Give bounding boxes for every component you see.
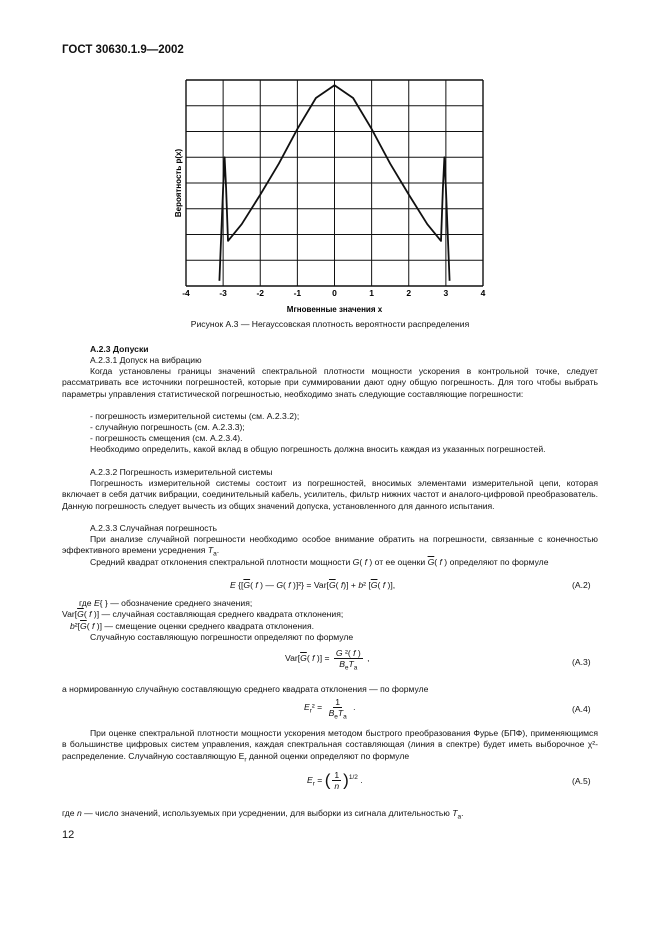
paragraph-8: При оценке спектральной плотности мощности ускорения методом быстрого преобразования Фурье (БПФ), применяющимся в большинстве цифровых систем управления, каждая спектральная составляющая (линия в спектре) будет иметь выборочное χ²-распределение. Случайную составляющую $E_r$ данной оценки определяют по формуле [62, 728, 598, 764]
chart-x-tick-label: -1 [293, 288, 302, 298]
paragraph-7: а нормированную случайную составляющую среднего квадрата отклонения — по формуле [62, 684, 429, 694]
probability-density-chart [170, 74, 500, 314]
chart-x-tick-label: 1 [369, 288, 374, 298]
chart-x-tick-label: 3 [443, 288, 449, 298]
figure-caption: Рисунок А.3 — Негауссовская плотность вероятности распределения [190, 319, 470, 329]
chart-x-axis-label: Мгновенные значения x [286, 305, 383, 314]
chart-x-tick-label: -3 [219, 288, 227, 298]
where-line-3: $b^2[\overline{G}$( f )] — смещение оценки среднего квадрата отклонения. [70, 621, 315, 631]
chart-y-axis-label: Вероятность p(x) [174, 148, 183, 218]
chart-x-tick-label: 4 [480, 288, 486, 298]
paragraph-1: Когда установлены границы значений спектральной плотности мощности ускорения в контрольной точке, следует рассматривать все источники погрешностей, которые при суммировании дают одну общую погрешность. Для того чтобы выбрать параметры управления статистической погрешностью, необходимо знать следующие составляющие погрешности: [62, 366, 598, 399]
chart-x-tick-label: 2 [406, 288, 412, 298]
equation-number-a2: (А.2) [572, 580, 591, 590]
where-line-2: $Var[\overline{G}$( f )] — случайная составляющая среднего квадрата отклонения; [62, 609, 344, 619]
chart-x-tick-label: -2 [256, 288, 265, 298]
paragraph-3: Погрешность измерительной системы состоит из погрешностей, вносимых элементами измерительной цепи, которая включает в себя датчик вибрации, соединительный кабель, усилитель, фильтр нижних частот и аналого-цифровой преобразователь. Данную погрешность следует вычесть из общих значений допуска, установленного для данного испытания. [62, 478, 598, 511]
paragraph-2: Необходимо определить, какой вклад в общую погрешность должна вносить каждая из указанных погрешностей. [90, 444, 546, 454]
equation-a2: E {[$\overline{G}$( f ) — G( f )]$^2\} = Var[\overline{G}$( f)] + b² [$\overline{G}$( f )], [230, 580, 396, 590]
paragraph-6: Случайную составляющую погрешности определяют по формуле [90, 632, 354, 642]
chart-grid [186, 80, 483, 286]
equation-a4: $E_r^2$ = $\frac{1}{B_eT_a}$ . [304, 697, 356, 721]
document-code: ГОСТ 30630.1.9—2002 [62, 44, 184, 56]
equation-a5: $E_r$ = ( $\frac{1}{n}$ )$^{1/2}$ . [307, 770, 363, 791]
chart-ticks [182, 288, 485, 298]
equation-number-a4: (А.4) [572, 704, 591, 714]
section-heading-a233: А.2.3.3 Случайная погрешность [90, 523, 218, 533]
equation-number-a5: (А.5) [572, 776, 591, 786]
section-heading-a232: А.2.3.2 Погрешность измерительной системы [90, 467, 273, 477]
paragraph-9: где n — число значений, используемых при усреднении, для выборки из сигнала длительностью $T_a$. [62, 808, 464, 821]
chart-x-tick-label: -4 [182, 288, 190, 298]
equation-number-a3: (А.3) [572, 657, 591, 667]
chart-x-tick-label: 0 [332, 288, 337, 298]
list-item-2: - случайную погрешность (см. А.2.3.3); [90, 422, 245, 432]
where-line-1: где E{ } — обозначение среднего значения; [79, 598, 253, 608]
paragraph-5: Средний квадрат отклонения спектральной плотности мощности G( f ) от ее оценки $\overline{G}$( f ) определяют по формуле [90, 557, 549, 567]
section-heading-a231: А.2.3.1 Допуск на вибрацию [90, 355, 202, 365]
equation-a3: $Var[\overline{G}$( f )] = $\frac{\text{G ²( f )}}{B_eT_a}$ , [285, 648, 370, 672]
list-item-3: - погрешность смещения (см. А.2.3.4). [90, 433, 243, 443]
list-item-1: - погрешность измерительной системы (см. А.2.3.2); [90, 411, 300, 421]
section-heading-a23: А.2.3 Допуски [90, 344, 149, 354]
paragraph-4: При анализе случайной погрешности необходимо особое внимание обратить на погрешности, связанные с конечностью эффективного времени усреднения $T_a$. [62, 534, 598, 559]
page-number: 12 [62, 829, 75, 841]
